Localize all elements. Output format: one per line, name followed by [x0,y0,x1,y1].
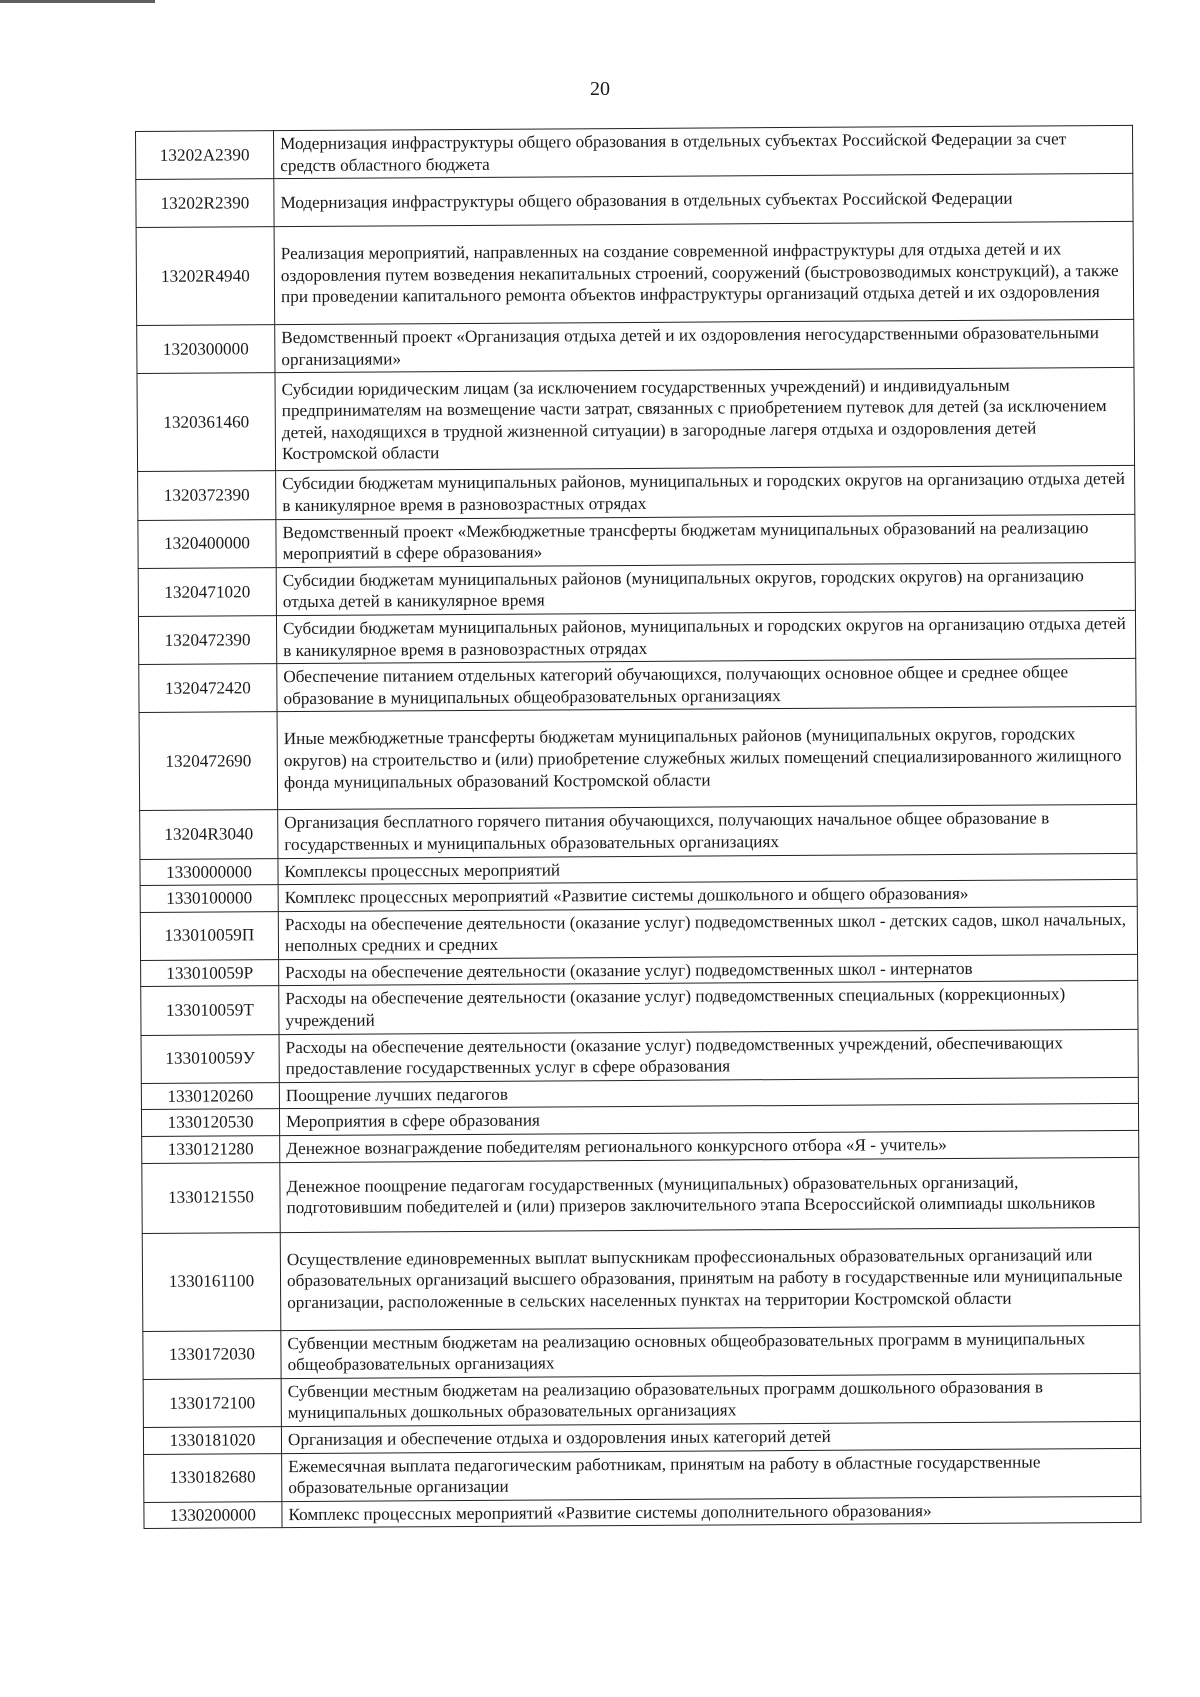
table-row [141,1029,1138,1083]
row-code: 1330000000 [140,858,278,885]
table-row [139,707,1137,811]
row-description: Комплекс процессных мероприятий «Развитие системы дополнительного образования» [282,1496,1141,1528]
row-description: Ведомственный проект «Межбюджетные трансферты бюджетам муниципальных образований на реализацию мероприятий в сфере образования» [276,514,1135,567]
row-description: Ведомственный проект «Организация отдыха детей и их оздоровления негосударственными образовательными организациями» [275,320,1134,373]
row-code: 1330121280 [142,1136,280,1163]
row-code: 1320372390 [138,471,276,520]
row-code: 13202R4940 [136,227,275,326]
row-description: Расходы на обеспечение деятельности (оказание услуг) подведомственных школ - интернатов [279,954,1138,986]
row-description: Субвенции местным бюджетам на реализацию основных общеобразовательных программ в муниципальных общеобразовательных организациях [281,1325,1140,1378]
row-description: Комплексы процессных мероприятий [278,853,1137,885]
row-code: 133010059Т [141,986,279,1035]
row-code: 1330182680 [144,1453,282,1502]
row-code: 13202A2390 [136,131,274,180]
table-row [144,1448,1141,1502]
row-code: 1330121550 [142,1162,280,1233]
table-row [138,514,1135,568]
table-row [137,320,1134,374]
row-code: 1320472690 [139,712,278,811]
row-description: Субсидии бюджетам муниципальных районов, муниципальных и городских округов на организацию отдыха детей в каникулярное время в разновозрастных отрядах [276,610,1135,663]
row-description: Расходы на обеспечение деятельности (оказание услуг) подведомственных специальных (коррекционных) учреждений [279,981,1138,1034]
row-description: Модернизация инфраструктуры общего образования в отдельных субъектах Российской Федерации за счет средств областного бюджета [274,125,1133,178]
row-code: 1330181020 [143,1427,281,1454]
row-description: Ежемесячная выплата педагогическим работникам, принятым на работу в областные государственные образовательные организации [282,1448,1141,1501]
table-row [136,125,1133,179]
table-row [138,466,1135,520]
row-description: Модернизация инфраструктуры общего образования в отдельных субъектах Российской Федерации [274,174,1133,227]
row-description: Обеспечение питанием отдельных категорий обучающихся, получающих основное общее и среднее общее образование в муниципальных общеобразовательных организациях [277,659,1136,712]
row-code: 1320361460 [137,373,276,472]
row-description: Расходы на обеспечение деятельности (оказание услуг) подведомственных школ - детских садов, школ начальных, неполных средних и средних [278,906,1137,959]
row-description: Денежное вознаграждение победителям регионального конкурсного отбора «Я - учитель» [280,1130,1139,1162]
table-row [143,1373,1140,1427]
row-description: Субсидии юридическим лицам (за исключением государственных учреждений) и индивидуальным предпринимателям на возмещение части затрат, связанных с приобретением путевок для детей (за исключением детей, находящихся в трудной жизненной ситуации) в загородные лагеря отдыха и оздоровления детей Костромской области [275,368,1135,471]
row-description: Организация и обеспечение отдыха и оздоровления иных категорий детей [281,1421,1140,1453]
row-code: 1330172030 [143,1330,281,1379]
row-code: 1330161100 [142,1232,281,1331]
row-description: Реализация мероприятий, направленных на создание современной инфраструктуры для отдыха детей и их оздоровления путем возведения некапитальных строений, сооружений (быстровозводимых конструкций), а также при проведении капитального ремонта объектов инфраструктуры организаций отдыха детей и их оздоровления [274,222,1134,325]
table-row [138,610,1135,664]
row-code: 1330120260 [141,1082,279,1109]
row-code: 1330200000 [144,1501,282,1528]
table-row [136,222,1134,326]
table-row [140,906,1137,960]
row-description: Иные межбюджетные трансферты бюджетам муниципальных районов (муниципальных округов, городских округов) на строительство и (или) приобретение служебных жилых помещений специализированного жилищного фонда муниципальных образований Костромской области [277,707,1137,810]
row-code: 133010059П [140,911,278,960]
row-code: 133010059Р [141,960,279,987]
row-code: 1320472420 [139,664,277,713]
table-row [139,659,1136,713]
row-description: Денежное поощрение педагогам государственных (муниципальных) образовательных организаций, подготовившим победителей и (или) призеров заключительного этапа Всероссийской олимпиады школьников [280,1157,1139,1232]
row-code: 1330120530 [141,1109,279,1136]
row-description: Мероприятия в сфере образования [279,1104,1138,1136]
row-description: Организация бесплатного горячего питания обучающихся, получающих начальное общее образование в государственных и муниципальных образовательных организациях [278,805,1137,858]
row-code: 1320471020 [138,567,276,616]
row-description: Расходы на обеспечение деятельности (оказание услуг) подведомственных учреждений, обеспечивающих предоставление государственных услуг в сфере образования [279,1029,1138,1082]
table-body [136,125,1142,1528]
table-row [142,1227,1140,1331]
page-number: 20 [590,78,610,100]
row-description: Субсидии бюджетам муниципальных районов (муниципальных округов, городских округов) на организацию отдыха детей в каникулярное время [276,562,1135,615]
table-row [137,368,1135,472]
table-row [143,1325,1140,1379]
row-description: Комплекс процессных мероприятий «Развитие системы дошкольного и общего образования» [278,879,1137,911]
row-code: 1320300000 [137,325,275,374]
table-row [140,805,1137,859]
row-description: Субвенции местным бюджетам на реализацию образовательных программ дошкольного образования в муниципальных дошкольных образовательных организациях [281,1373,1140,1426]
row-code: 13204R3040 [140,810,278,859]
row-code: 1320472390 [138,616,276,665]
table-row [142,1157,1139,1233]
table-row [138,562,1135,616]
row-code: 133010059У [141,1034,279,1083]
row-code: 1320400000 [138,519,276,568]
table-row [136,174,1133,228]
row-code: 13202R2390 [136,179,274,228]
row-code: 1330100000 [140,885,278,912]
row-description: Осуществление единовременных выплат выпускникам профессиональных образовательных организаций или образовательных организаций высшего образования, принятым на работу в государственные или муниципальные организации, расположенные в сельских населенных пунктах на территории Костромской области [280,1227,1140,1330]
budget-codes-table [135,125,1142,1529]
row-description: Субсидии бюджетам муниципальных районов, муниципальных и городских округов на организацию отдыха детей в каникулярное время в разновозрастных отрядах [276,466,1135,519]
table-row [141,981,1138,1035]
row-description: Поощрение лучших педагогов [279,1077,1138,1109]
scan-edge-mark [0,0,155,3]
table-row [144,1496,1141,1529]
row-code: 1330172100 [143,1378,281,1427]
